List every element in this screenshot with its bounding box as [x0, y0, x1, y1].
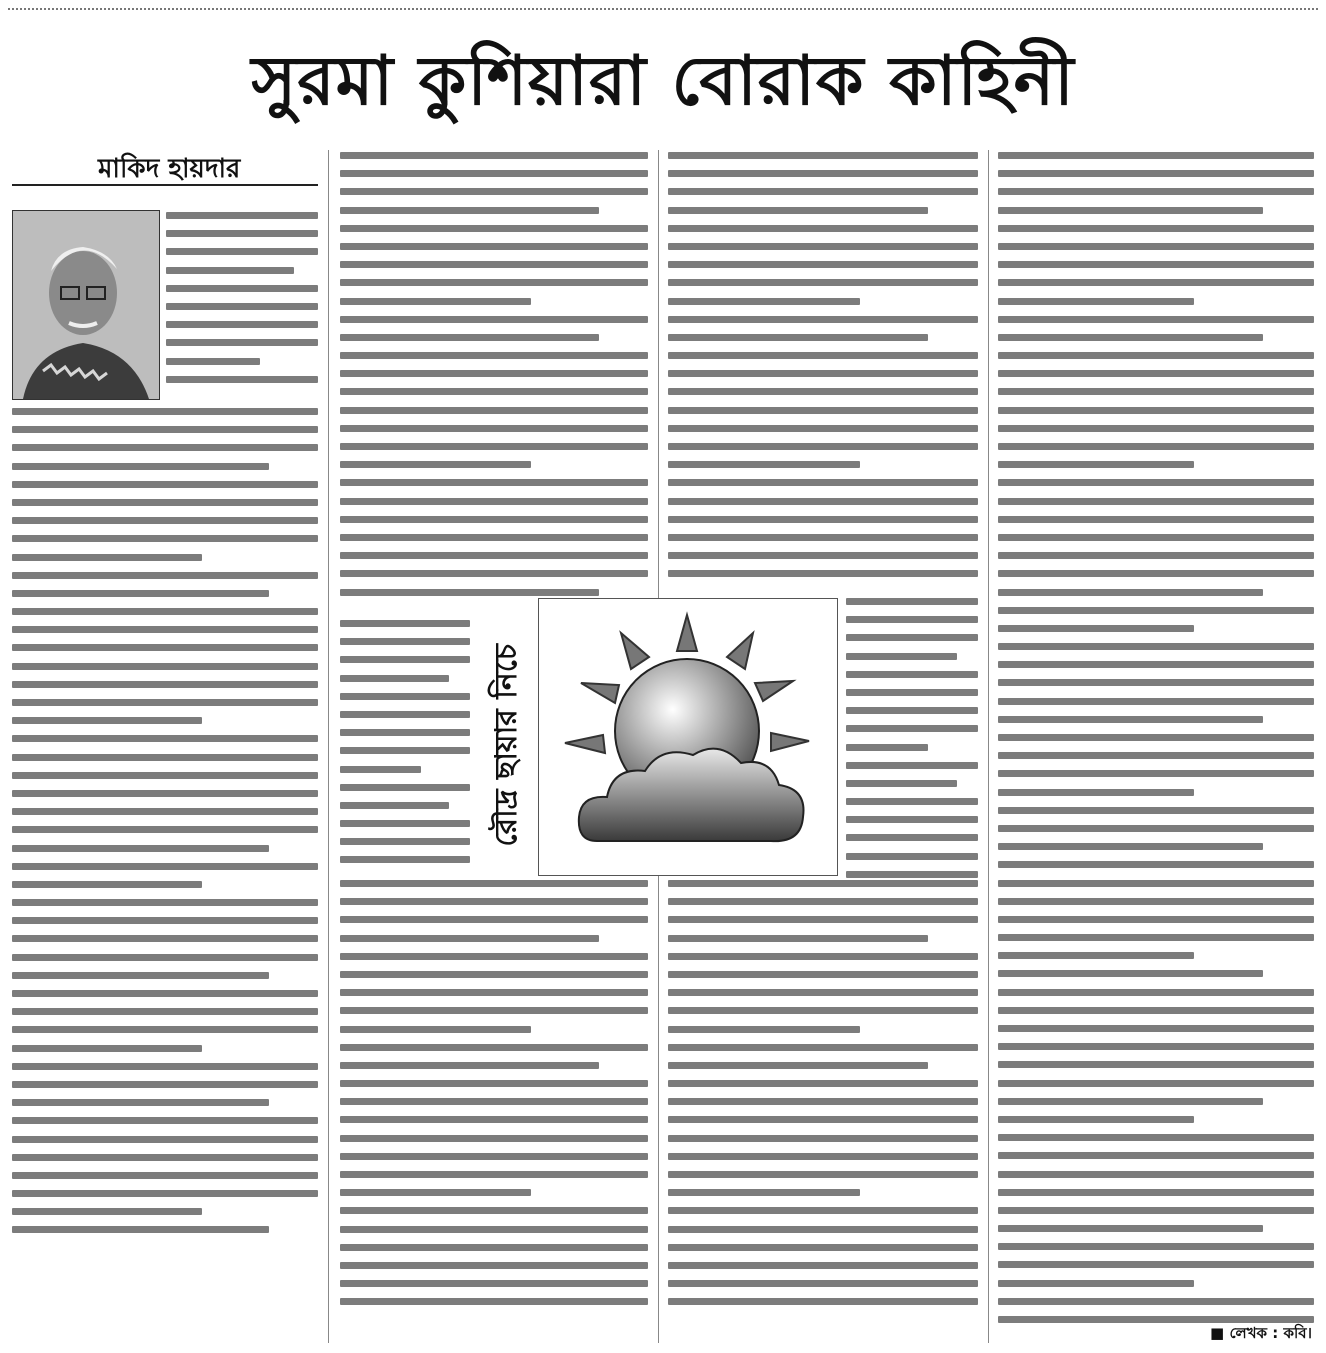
text-line: [668, 461, 860, 468]
text-line: [668, 298, 860, 305]
text-line: [340, 1298, 648, 1305]
text-line: [12, 717, 202, 724]
text-line: [668, 989, 978, 996]
text-line: [340, 1262, 648, 1269]
illustration-box: [538, 598, 838, 876]
text-line: [340, 170, 648, 177]
text-line: [846, 853, 978, 860]
text-line: [340, 711, 470, 718]
text-line: [340, 675, 449, 682]
text-line: [668, 1244, 978, 1251]
text-line: [340, 880, 648, 887]
text-line: [668, 1298, 978, 1305]
text-line: [998, 1243, 1314, 1250]
text-line: [998, 589, 1263, 596]
text-line: [166, 339, 318, 346]
text-line: [668, 1135, 978, 1142]
text-line: [340, 1244, 648, 1251]
text-line: [12, 954, 318, 961]
text-line: [668, 935, 928, 942]
text-line: [998, 316, 1314, 323]
text-line: [340, 1153, 648, 1160]
text-line: [340, 856, 470, 863]
text-line: [12, 590, 269, 597]
text-line: [998, 970, 1263, 977]
text-line: [668, 570, 978, 577]
text-line: [12, 517, 318, 524]
text-line: [12, 1099, 269, 1106]
text-line: [340, 1171, 648, 1178]
text-line: [668, 1116, 978, 1123]
text-line: [340, 766, 421, 773]
text-line: [846, 816, 978, 823]
text-line: [12, 990, 318, 997]
text-line: [12, 1045, 202, 1052]
text-line: [668, 1062, 928, 1069]
text-line: [166, 248, 318, 255]
text-line: [668, 552, 978, 559]
text-line: [340, 388, 648, 395]
text-line: [12, 426, 318, 433]
text-line: [668, 1026, 860, 1033]
body-text-column-3a: [668, 152, 978, 589]
text-line: [998, 789, 1194, 796]
text-line: [12, 754, 318, 761]
text-line: [998, 152, 1314, 159]
text-line: [340, 152, 648, 159]
text-line: [340, 461, 531, 468]
text-line: [340, 1280, 648, 1287]
text-line: [668, 170, 978, 177]
text-line: [166, 358, 260, 365]
text-line: [998, 661, 1314, 668]
text-line: [998, 698, 1314, 705]
text-line: [12, 863, 318, 870]
byline: মাকিদ হায়দার: [98, 154, 241, 184]
text-line: [668, 953, 978, 960]
text-line: [12, 845, 269, 852]
text-line: [998, 1098, 1263, 1105]
text-line: [340, 1098, 648, 1105]
text-line: [340, 1062, 599, 1069]
text-line: [846, 598, 978, 605]
text-line: [340, 243, 648, 250]
text-line: [668, 261, 978, 268]
text-line: [998, 243, 1314, 250]
text-line: [12, 1026, 318, 1033]
column-rule: [328, 150, 329, 1343]
text-line: [668, 498, 978, 505]
text-line: [668, 225, 978, 232]
text-line: [846, 725, 978, 732]
text-line: [998, 1007, 1314, 1014]
text-line: [846, 798, 978, 805]
text-line: [998, 770, 1314, 777]
text-line: [998, 188, 1314, 195]
text-line: [12, 444, 318, 451]
text-line: [998, 552, 1314, 559]
text-line: [668, 1044, 978, 1051]
text-line: [998, 1080, 1314, 1087]
text-line: [340, 1026, 531, 1033]
text-line: [340, 693, 470, 700]
text-line: [998, 479, 1314, 486]
text-line: [12, 935, 318, 942]
text-line: [340, 407, 648, 414]
text-line: [998, 1298, 1314, 1305]
author-photo: [12, 210, 160, 400]
text-line: [668, 334, 928, 341]
body-text-column-3b: [846, 598, 978, 889]
text-line: [12, 1226, 269, 1233]
text-line: [12, 808, 318, 815]
text-line: [998, 1152, 1314, 1159]
text-line: [998, 516, 1314, 523]
text-line: [12, 1208, 202, 1215]
text-line: [12, 1063, 318, 1070]
text-line: [340, 971, 648, 978]
text-line: [340, 916, 648, 923]
text-line: [12, 735, 318, 742]
text-line: [12, 917, 318, 924]
text-line: [998, 170, 1314, 177]
text-line: [668, 1189, 860, 1196]
body-text-column-1b: [12, 408, 318, 1245]
text-line: [12, 572, 318, 579]
text-line: [12, 463, 269, 470]
text-line: [340, 479, 648, 486]
text-line: [668, 279, 978, 286]
text-line: [12, 881, 202, 888]
text-line: [668, 916, 978, 923]
text-line: [12, 772, 318, 779]
text-line: [340, 298, 531, 305]
text-line: [340, 225, 648, 232]
text-line: [998, 1207, 1314, 1214]
text-line: [668, 316, 978, 323]
text-line: [998, 1134, 1314, 1141]
text-line: [340, 207, 599, 214]
text-line: [340, 498, 648, 505]
text-line: [998, 443, 1314, 450]
text-line: [340, 1007, 648, 1014]
text-line: [340, 370, 648, 377]
text-line: [998, 225, 1314, 232]
text-line: [340, 589, 599, 596]
text-line: [998, 461, 1194, 468]
text-line: [668, 188, 978, 195]
text-line: [166, 285, 318, 292]
column-rule: [988, 150, 989, 1343]
text-line: [998, 1225, 1263, 1232]
text-line: [340, 352, 648, 359]
text-line: [166, 230, 318, 237]
author-portrait-icon: [13, 211, 159, 399]
text-line: [998, 989, 1314, 996]
text-line: [846, 762, 978, 769]
text-line: [12, 1136, 318, 1143]
text-line: [12, 608, 318, 615]
text-line: [12, 1117, 318, 1124]
text-line: [998, 1061, 1314, 1068]
text-line: [340, 935, 599, 942]
text-line: [340, 534, 648, 541]
text-line: [340, 820, 470, 827]
text-line: [998, 425, 1314, 432]
text-line: [998, 352, 1314, 359]
text-line: [12, 681, 318, 688]
text-line: [340, 1207, 648, 1214]
text-line: [846, 653, 957, 660]
text-line: [668, 1098, 978, 1105]
text-line: [846, 780, 957, 787]
text-line: [998, 861, 1314, 868]
text-line: [998, 643, 1314, 650]
text-line: [998, 1189, 1314, 1196]
text-line: [668, 207, 928, 214]
text-line: [998, 934, 1314, 941]
text-line: [12, 972, 269, 979]
text-line: [998, 1025, 1314, 1032]
text-line: [998, 261, 1314, 268]
text-line: [340, 316, 648, 323]
text-line: [998, 916, 1314, 923]
text-line: [340, 620, 470, 627]
text-line: [668, 1207, 978, 1214]
text-line: [998, 679, 1314, 686]
text-line: [12, 899, 318, 906]
text-line: [846, 707, 978, 714]
sun-behind-cloud-icon: [557, 611, 819, 863]
text-line: [668, 1007, 978, 1014]
text-line: [12, 826, 318, 833]
text-line: [846, 834, 978, 841]
text-line: [12, 644, 318, 651]
text-line: [998, 734, 1314, 741]
text-line: [340, 898, 648, 905]
text-line: [340, 838, 470, 845]
text-line: [998, 570, 1314, 577]
text-line: [12, 663, 318, 670]
text-line: [998, 1261, 1314, 1268]
text-line: [846, 871, 978, 878]
text-line: [12, 535, 318, 542]
text-line: [340, 1044, 648, 1051]
body-text-column-3c: [668, 880, 978, 1317]
text-line: [12, 1081, 318, 1088]
text-line: [998, 298, 1194, 305]
text-line: [998, 1043, 1314, 1050]
text-line: [340, 570, 648, 577]
text-line: [998, 334, 1263, 341]
text-line: [340, 261, 648, 268]
text-line: [668, 1226, 978, 1233]
text-line: [846, 634, 978, 641]
text-line: [668, 425, 978, 432]
text-line: [668, 971, 978, 978]
text-line: [668, 534, 978, 541]
text-line: [998, 716, 1263, 723]
text-line: [998, 607, 1314, 614]
text-line: [340, 443, 648, 450]
text-line: [668, 352, 978, 359]
text-line: [12, 790, 318, 797]
text-line: [166, 321, 318, 328]
text-line: [12, 1190, 318, 1197]
text-line: [998, 825, 1314, 832]
text-line: [340, 1189, 531, 1196]
body-text-column-4: [998, 152, 1314, 1334]
text-line: [668, 1080, 978, 1087]
text-line: [340, 1226, 648, 1233]
text-line: [340, 516, 648, 523]
text-line: [340, 729, 470, 736]
text-line: [668, 1153, 978, 1160]
text-line: [998, 279, 1314, 286]
text-line: [998, 843, 1263, 850]
illustration-caption: রৌদ্র ছায়ার নিচে: [488, 643, 524, 847]
text-line: [340, 334, 599, 341]
text-line: [668, 152, 978, 159]
author-note: ■ লেখক : কবি।: [1210, 1324, 1312, 1342]
text-line: [998, 625, 1194, 632]
text-line: [668, 1262, 978, 1269]
text-line: [846, 671, 978, 678]
top-dotted-rule: [8, 8, 1318, 10]
text-line: [846, 689, 978, 696]
text-line: [668, 1280, 978, 1287]
text-line: [340, 784, 470, 791]
text-line: [12, 481, 318, 488]
text-line: [340, 425, 648, 432]
text-line: [668, 370, 978, 377]
text-line: [668, 407, 978, 414]
text-line: [668, 880, 978, 887]
text-line: [998, 498, 1314, 505]
text-line: [166, 267, 294, 274]
text-line: [340, 279, 648, 286]
text-line: [12, 1008, 318, 1015]
text-line: [340, 656, 470, 663]
text-line: [998, 898, 1314, 905]
text-line: [340, 953, 648, 960]
text-line: [340, 1080, 648, 1087]
text-line: [998, 880, 1314, 887]
byline-rule: [12, 184, 318, 186]
text-line: [998, 407, 1314, 414]
text-line: [998, 952, 1194, 959]
text-line: [668, 1171, 978, 1178]
text-line: [998, 207, 1263, 214]
text-line: [166, 303, 318, 310]
body-text-column-1a: [166, 212, 318, 394]
text-line: [12, 554, 202, 561]
text-line: [668, 516, 978, 523]
text-line: [998, 388, 1314, 395]
text-line: [12, 408, 318, 415]
text-line: [166, 376, 318, 383]
text-line: [668, 388, 978, 395]
text-line: [340, 747, 470, 754]
text-line: [998, 807, 1314, 814]
body-text-column-2a: [340, 152, 648, 607]
text-line: [12, 1172, 318, 1179]
text-line: [340, 802, 449, 809]
text-line: [340, 552, 648, 559]
text-line: [998, 1171, 1314, 1178]
text-line: [668, 898, 978, 905]
text-line: [846, 744, 928, 751]
headline: সুরমা কুশিয়ারা বোরাক কাহিনী: [251, 42, 1075, 121]
text-line: [998, 534, 1314, 541]
text-line: [166, 212, 318, 219]
body-text-column-2c: [340, 880, 648, 1317]
text-line: [12, 626, 318, 633]
text-line: [668, 479, 978, 486]
text-line: [340, 989, 648, 996]
text-line: [846, 616, 978, 623]
text-line: [998, 1280, 1194, 1287]
text-line: [12, 699, 318, 706]
text-line: [12, 1154, 318, 1161]
text-line: [668, 443, 978, 450]
text-line: [998, 752, 1314, 759]
text-line: [12, 499, 318, 506]
text-line: [668, 243, 978, 250]
text-line: [340, 638, 470, 645]
text-line: [340, 1135, 648, 1142]
text-line: [998, 370, 1314, 377]
text-line: [340, 1116, 648, 1123]
text-line: [998, 1116, 1194, 1123]
text-line: [340, 188, 648, 195]
body-text-column-2b: [340, 620, 470, 875]
